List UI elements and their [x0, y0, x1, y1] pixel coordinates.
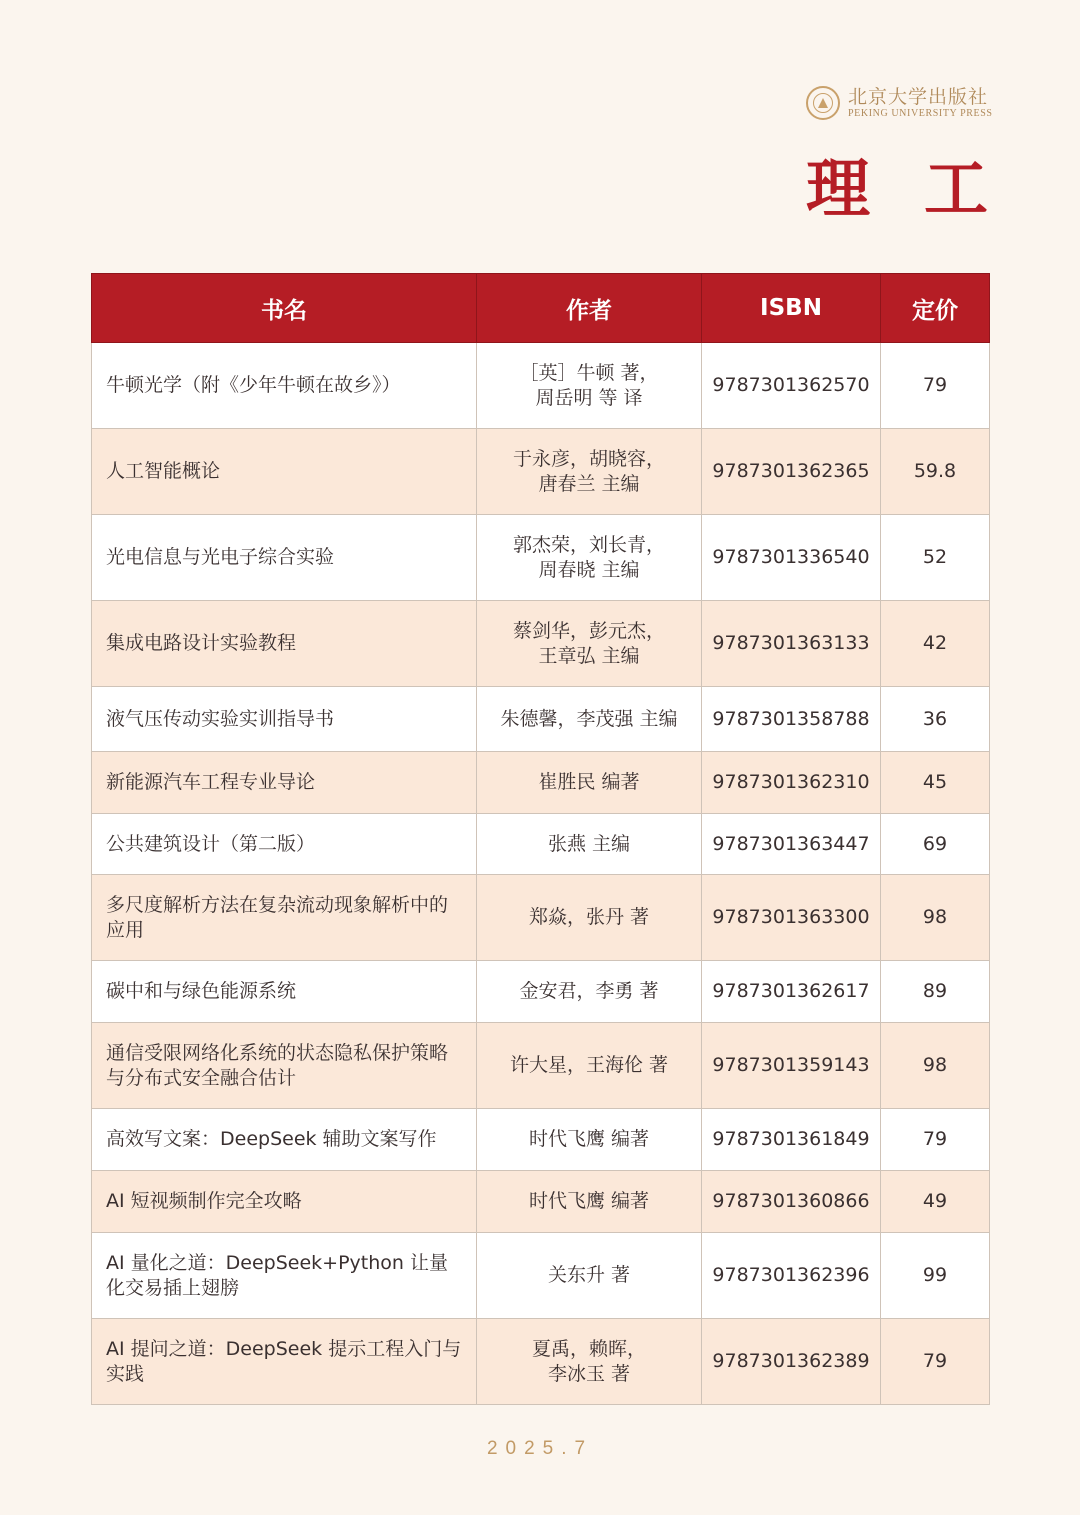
isbn-cell: 9787301360866: [702, 1171, 881, 1233]
table-row: [92, 429, 990, 515]
price-cell: 98: [881, 1023, 990, 1109]
book-title-cell: 人工智能概论: [92, 429, 477, 515]
author-line: 许大星，王海伦 著: [509, 1054, 669, 1076]
isbn-cell: 9787301361849: [702, 1109, 881, 1171]
author-cell: [477, 752, 702, 814]
book-title-cell: AI 提问之道：DeepSeek 提示工程入门与实践: [92, 1319, 477, 1405]
table-row: [92, 687, 990, 752]
author-line: 崔胜民 编著: [538, 771, 640, 793]
price-cell: 79: [881, 343, 990, 429]
price-cell: 79: [881, 1319, 990, 1405]
isbn-cell: 9787301362365: [702, 429, 881, 515]
page-title-char: 理: [806, 152, 870, 227]
price-cell: 98: [881, 875, 990, 961]
price-cell: 89: [881, 961, 990, 1023]
author-line: 周岳明 等 译: [535, 386, 643, 409]
isbn-cell: 9787301359143: [702, 1023, 881, 1109]
author-cell: [477, 687, 702, 752]
university-seal-icon: [806, 86, 840, 120]
price-cell: 59.8: [881, 429, 990, 515]
author-cell: [477, 429, 702, 515]
author-cell: [477, 875, 702, 961]
table-row: [92, 515, 990, 601]
table-row: [92, 875, 990, 961]
isbn-cell: 9787301363447: [702, 814, 881, 875]
book-title-cell: 集成电路设计实验教程: [92, 601, 477, 687]
table-header-row: [92, 274, 990, 343]
book-title-cell: AI 量化之道：DeepSeek+Python 让量化交易插上翅膀: [92, 1233, 477, 1319]
table-row: [92, 1233, 990, 1319]
author-cell: [477, 814, 702, 875]
isbn-cell: 9787301336540: [702, 515, 881, 601]
author-line: 金安君，李勇 著: [519, 980, 659, 1002]
table-row: [92, 752, 990, 814]
isbn-cell: 9787301362396: [702, 1233, 881, 1319]
book-title-cell: 碳中和与绿色能源系统: [92, 961, 477, 1023]
book-title-cell: 公共建筑设计（第二版）: [92, 814, 477, 875]
author-line: 周春晓 主编: [538, 558, 640, 581]
price-cell: 99: [881, 1233, 990, 1319]
price-cell: 69: [881, 814, 990, 875]
author-line: 王章弘 主编: [538, 644, 640, 667]
author-line: 时代飞鹰 编著: [528, 1190, 650, 1212]
author-cell: [477, 601, 702, 687]
column-header-name: 书名: [92, 274, 477, 343]
table-row: [92, 814, 990, 875]
price-cell: 42: [881, 601, 990, 687]
issue-date: 2025.7: [486, 1438, 594, 1459]
author-line: 时代飞鹰 编著: [528, 1128, 650, 1150]
author-cell: [477, 1233, 702, 1319]
publisher-name-en: PEKING UNIVERSITY PRESS: [848, 108, 993, 119]
author-cell: [477, 961, 702, 1023]
author-cell: [477, 1171, 702, 1233]
table-row: [92, 1171, 990, 1233]
author-line: 唐春兰 主编: [538, 472, 640, 495]
table-row: [92, 601, 990, 687]
book-title-cell: 高效写文案：DeepSeek 辅助文案写作: [92, 1109, 477, 1171]
table-row: [92, 343, 990, 429]
column-header-price: 定价: [881, 274, 990, 343]
page-title: [806, 150, 988, 230]
author-line: 郑焱，张丹 著: [528, 906, 650, 928]
isbn-cell: 9787301362570: [702, 343, 881, 429]
book-title-cell: 新能源汽车工程专业导论: [92, 752, 477, 814]
author-line: 夏禹，赖晖，: [531, 1337, 646, 1360]
author-cell: [477, 1023, 702, 1109]
column-header-author: 作者: [477, 274, 702, 343]
column-header-isbn: ISBN: [702, 274, 881, 343]
publisher-name-cn: 北京大学出版社: [848, 86, 989, 108]
author-cell: [477, 1109, 702, 1171]
author-line: 朱德馨，李茂强 主编: [500, 707, 678, 730]
isbn-cell: 9787301362389: [702, 1319, 881, 1405]
table-row: [92, 961, 990, 1023]
table-body: [92, 343, 990, 1405]
book-title-cell: 牛顿光学（附《少年牛顿在故乡》）: [92, 343, 477, 429]
author-line: 张燕 主编: [547, 832, 631, 855]
table-row: [92, 1023, 990, 1109]
page-title-char: 工: [924, 152, 988, 227]
price-cell: 49: [881, 1171, 990, 1233]
isbn-cell: 9787301362617: [702, 961, 881, 1023]
author-line: 李冰玉 著: [547, 1362, 631, 1385]
author-cell: [477, 343, 702, 429]
publisher-logo: [806, 86, 993, 120]
book-title-cell: AI 短视频制作完全攻略: [92, 1171, 477, 1233]
book-table: [91, 273, 990, 1405]
author-cell: [477, 1319, 702, 1405]
price-cell: 79: [881, 1109, 990, 1171]
author-line: 于永彦，胡晓容，: [512, 447, 665, 470]
isbn-cell: 9787301363133: [702, 601, 881, 687]
isbn-cell: 9787301363300: [702, 875, 881, 961]
isbn-cell: 9787301358788: [702, 687, 881, 752]
book-title-cell: 通信受限网络化系统的状态隐私保护策略与分布式安全融合估计: [92, 1023, 477, 1109]
author-line: ［英］牛顿 著，: [519, 361, 659, 384]
book-title-cell: 多尺度解析方法在复杂流动现象解析中的应用: [92, 875, 477, 961]
price-cell: 52: [881, 515, 990, 601]
price-cell: 45: [881, 752, 990, 814]
price-cell: 36: [881, 687, 990, 752]
book-title-cell: 光电信息与光电子综合实验: [92, 515, 477, 601]
author-line: 郭杰荣，刘长青，: [512, 533, 665, 556]
table-row: [92, 1109, 990, 1171]
book-title-cell: 液气压传动实验实训指导书: [92, 687, 477, 752]
isbn-cell: 9787301362310: [702, 752, 881, 814]
table-row: [92, 1319, 990, 1405]
author-line: 关东升 著: [547, 1264, 631, 1286]
author-cell: [477, 515, 702, 601]
author-line: 蔡剑华，彭元杰，: [512, 619, 665, 642]
